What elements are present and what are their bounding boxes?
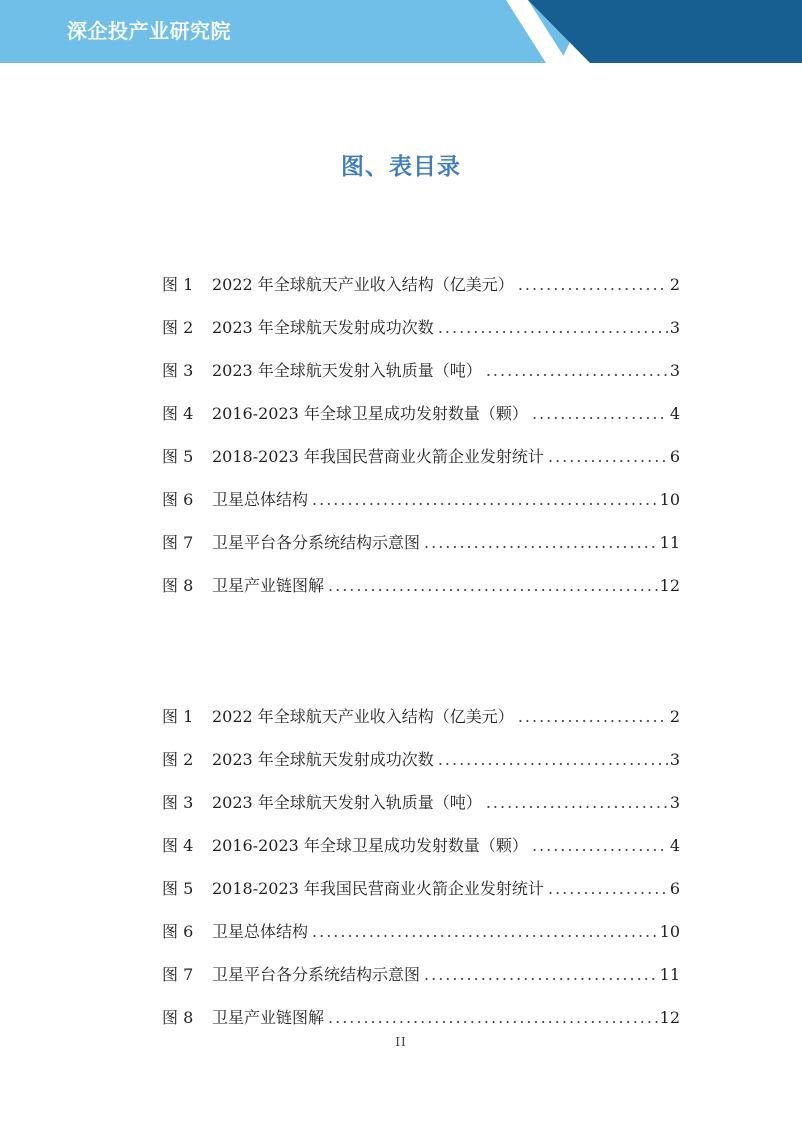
toc-entry[interactable]	[162, 942, 680, 985]
toc-dot-leader	[532, 404, 668, 424]
toc-entry[interactable]	[162, 510, 680, 553]
toc-list	[162, 252, 680, 596]
toc-entry-page: 12	[659, 1008, 680, 1027]
toc-entry-page: 4	[669, 404, 680, 423]
toc-dot-leader	[424, 965, 658, 985]
toc-entry-page: 3	[669, 793, 680, 812]
toc-dot-leader	[518, 275, 668, 295]
toc-entry-title: 2016-2023 年全球卫星成功发射数量（颗）	[212, 836, 528, 855]
toc-entry-title: 卫星总体结构	[212, 922, 309, 941]
toc-entry[interactable]	[162, 684, 680, 727]
toc-entry-label: 图 5	[162, 879, 194, 898]
toc-entry-page: 10	[659, 922, 680, 941]
toc-entry-page: 6	[669, 447, 680, 466]
toc-entry-page: 10	[659, 490, 680, 509]
toc-entry-label: 图 4	[162, 404, 194, 423]
toc-dot-leader	[312, 490, 658, 510]
toc-list-duplicate	[162, 684, 680, 1028]
toc-entry-label: 图 8	[162, 576, 194, 595]
toc-entry-page: 12	[659, 576, 680, 595]
toc-entry-title: 2022 年全球航天产业收入结构（亿美元）	[212, 275, 514, 294]
toc-entry-title: 2023 年全球航天发射成功次数	[212, 750, 434, 769]
toc-entry-title: 2023 年全球航天发射入轨质量（吨）	[212, 361, 482, 380]
toc-entry-label: 图 4	[162, 836, 194, 855]
toc-entry[interactable]	[162, 338, 680, 381]
toc-entry[interactable]	[162, 553, 680, 596]
toc-entry-title: 卫星产业链图解	[212, 576, 325, 595]
toc-dot-leader	[486, 793, 668, 813]
toc-entry[interactable]	[162, 813, 680, 856]
toc-entry-label: 图 3	[162, 361, 194, 380]
toc-entry-page: 3	[669, 318, 680, 337]
toc-entry-title: 2023 年全球航天发射成功次数	[212, 318, 434, 337]
page-title: 图、表目录	[341, 154, 461, 180]
toc-entry-title: 2018-2023 年我国民营商业火箭企业发射统计	[212, 447, 544, 466]
header-title: 深企投产业研究院	[67, 19, 231, 43]
toc-entry[interactable]	[162, 899, 680, 942]
toc-entry-label: 图 2	[162, 318, 194, 337]
toc-entry[interactable]	[162, 985, 680, 1028]
toc-dot-leader	[328, 576, 658, 596]
toc-dot-leader	[532, 836, 668, 856]
toc-entry-title: 卫星平台各分系统结构示意图	[212, 965, 421, 984]
toc-dot-leader	[486, 361, 668, 381]
toc-dot-leader	[438, 750, 668, 770]
toc-entry[interactable]	[162, 424, 680, 467]
toc-entry[interactable]	[162, 295, 680, 338]
toc-entry-page: 11	[659, 965, 680, 984]
toc-entry-page: 2	[669, 707, 680, 726]
toc-entry-title: 2022 年全球航天产业收入结构（亿美元）	[212, 707, 514, 726]
toc-entry[interactable]	[162, 381, 680, 424]
toc-dot-leader	[548, 879, 668, 899]
toc-entry-label: 图 5	[162, 447, 194, 466]
toc-entry-page: 2	[669, 275, 680, 294]
toc-entry-title: 卫星平台各分系统结构示意图	[212, 533, 421, 552]
toc-entry-page: 6	[669, 879, 680, 898]
toc-entry-label: 图 6	[162, 922, 194, 941]
page-number: II	[395, 1035, 407, 1049]
toc-entry-label: 图 1	[162, 275, 194, 294]
toc-entry[interactable]	[162, 467, 680, 510]
toc-entry-page: 3	[669, 750, 680, 769]
header-dark-band	[528, 0, 802, 63]
toc-entry-label: 图 1	[162, 707, 194, 726]
toc-entry-label: 图 3	[162, 793, 194, 812]
toc-entry[interactable]	[162, 252, 680, 295]
toc-entry-title: 2016-2023 年全球卫星成功发射数量（颗）	[212, 404, 528, 423]
toc-entry-page: 3	[669, 361, 680, 380]
toc-entry-title: 卫星总体结构	[212, 490, 309, 509]
toc-entry-page: 4	[669, 836, 680, 855]
toc-entry-label: 图 6	[162, 490, 194, 509]
toc-dot-leader	[328, 1008, 658, 1028]
page-header	[0, 0, 802, 63]
toc-dot-leader	[518, 707, 668, 727]
toc-dot-leader	[438, 318, 668, 338]
toc-entry-label: 图 2	[162, 750, 194, 769]
toc-entry-label: 图 7	[162, 965, 194, 984]
toc-entry-label: 图 8	[162, 1008, 194, 1027]
toc-entry-title: 卫星产业链图解	[212, 1008, 325, 1027]
toc-dot-leader	[548, 447, 668, 467]
toc-entry-title: 2023 年全球航天发射入轨质量（吨）	[212, 793, 482, 812]
toc-entry[interactable]	[162, 770, 680, 813]
toc-dot-leader	[424, 533, 658, 553]
toc-dot-leader	[312, 922, 658, 942]
toc-entry-page: 11	[659, 533, 680, 552]
toc-entry[interactable]	[162, 856, 680, 899]
toc-entry-title: 2018-2023 年我国民营商业火箭企业发射统计	[212, 879, 544, 898]
toc-entry-label: 图 7	[162, 533, 194, 552]
toc-entry[interactable]	[162, 727, 680, 770]
